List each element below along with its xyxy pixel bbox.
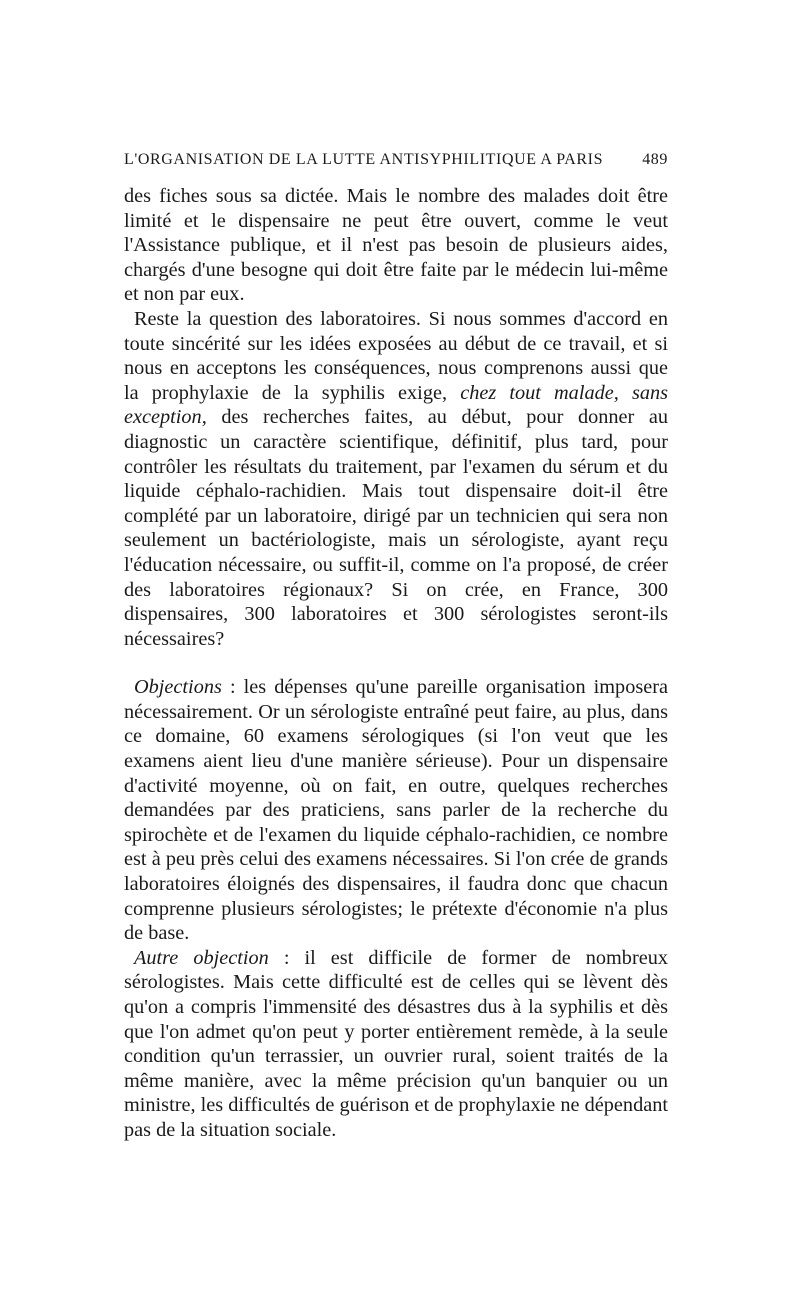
paragraph-1-text: des fiches sous sa dictée. Mais le nombre des malades doit être limité et le dispensaire ne peut être ouvert, comme le veut l'Assistance publique, et il n'est pas besoin de plusieurs aides, chargés d'une besogne qui doit être faite par le médecin lui-même et non par eux.	[124, 185, 668, 306]
paragraph-3-text: : les dépenses qu'une pareille organisation imposera nécessairement. Or un sérologiste entraîné peut faire, au plus, dans ce domaine, 60 examens sérologiques (si l'on veut que les examens aient lieu d'une manière sérieuse). Pour un dispensaire d'activité moyenne, où on fait, en outre, quelques recherches demandées par des praticiens, sans parler de la recherche du spirochète et de l'examen du liquide céphalo-rachidien, ce nombre est à peu près celui des examens nécessaires. Si l'on crée de grands laboratoires éloignés des dispensaires, il faudra donc que chacun comprenne plusieurs sérologistes; le prétexte d'économie n'a plus de base.	[124, 676, 668, 945]
running-header	[124, 148, 668, 172]
paragraph-4-emphasis: Autre objection	[134, 946, 269, 969]
body-text	[124, 184, 668, 1143]
paragraph-2-emphasis: chez tout malade, sans exception,	[124, 381, 669, 429]
page-number: 489	[642, 151, 668, 168]
paragraph-2	[124, 307, 668, 651]
paragraph-1	[124, 184, 668, 307]
book-page	[124, 148, 668, 1143]
running-title: L'ORGANISATION DE LA LUTTE ANTISYPHILITIQUE A PARIS	[124, 151, 604, 168]
paragraph-2-text-b: des recherches faites, au début, pour donner au diagnostic un caractère scientifique, définitif, plus tard, pour contrôler les résultats du traitement, par l'examen du sérum et du liquide céphalo-rachidien. Mais tout dispensaire doit-il être complété par un laboratoire, dirigé par un technicien qui sera non seulement un bactériologiste, mais un sérologiste, ayant reçu l'éducation nécessaire, ou suffit-il, comme on l'a proposé, de créer des laboratoires régionaux? Si on crée, en France, 300 dispensaires, 300 laboratoires et 300 sérologistes seront-ils nécessaires?	[124, 406, 668, 650]
paragraph-4-text: : il est difficile de former de nombreux sérologistes. Mais cette difficulté est de celles qui se lèvent dès qu'on a compris l'immensité des désastres dus à la syphilis et dès que l'on admet qu'on peut y porter entièrement remède, à la seule condition qu'un terrassier, un ouvrier rural, soient traités de la même manière, avec la même précision qu'un banquier ou un ministre, les difficultés de guérison et de prophylaxie ne dépendant pas de la situation sociale.	[124, 946, 668, 1141]
paragraph-2-text-a: Reste la question des laboratoires. Si nous sommes d'accord en toute sincérité sur les idées exposées au début de ce travail, et si nous en acceptons les conséquences, nous comprenons aussi que la prophylaxie de la syphilis exige,	[124, 307, 668, 404]
paragraph-3	[124, 675, 668, 946]
paragraph-3-emphasis: Objections	[134, 676, 222, 699]
paragraph-4	[124, 946, 668, 1143]
